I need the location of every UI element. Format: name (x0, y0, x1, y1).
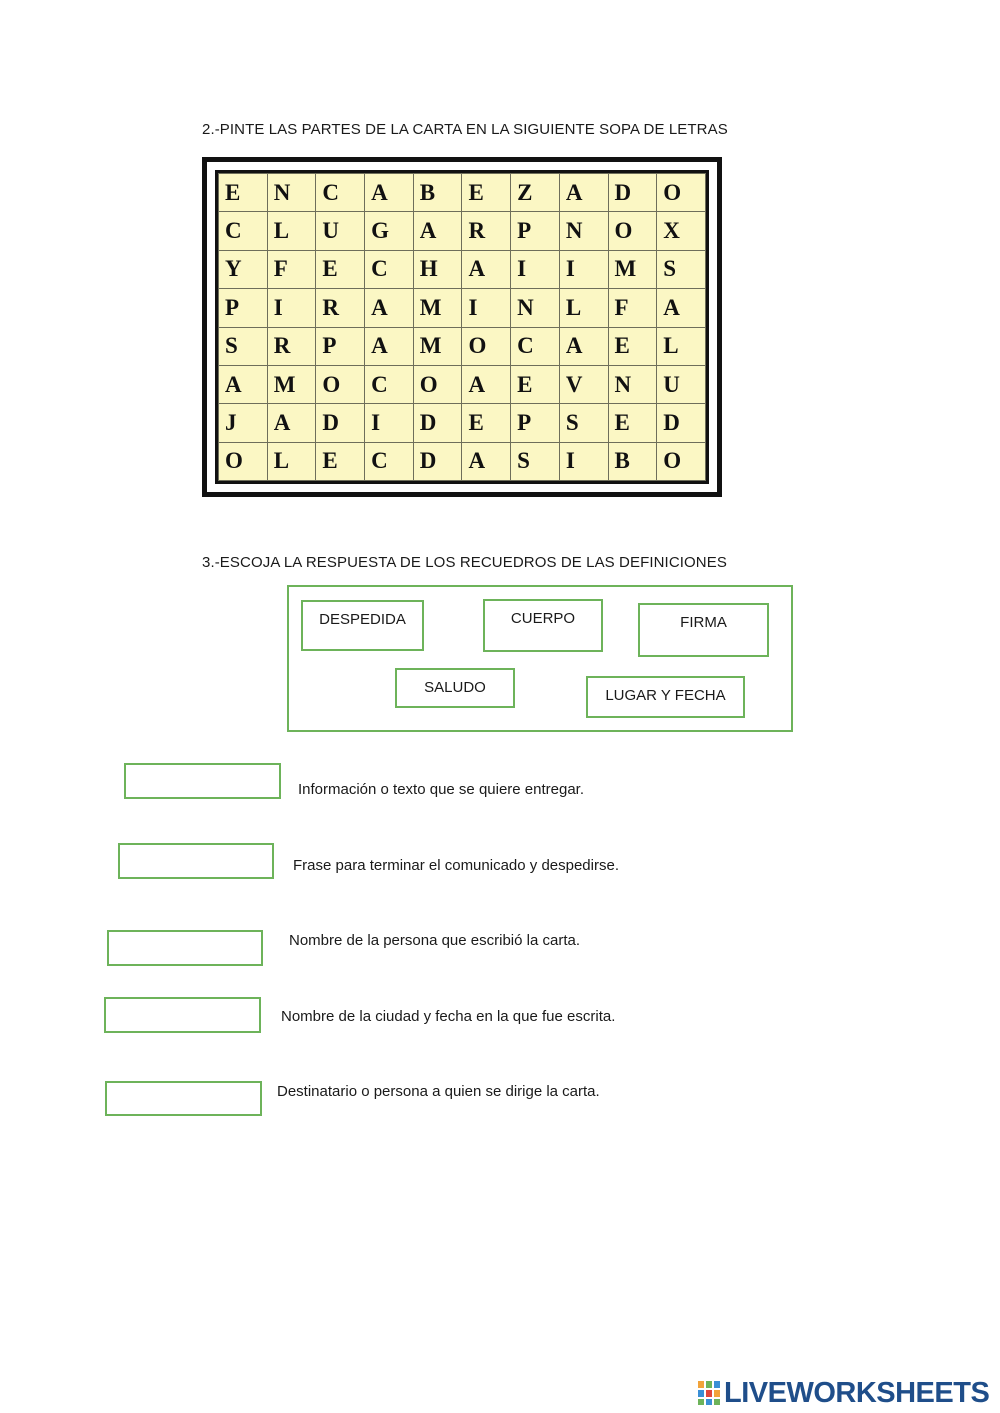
definition-4: Nombre de la ciudad y fecha en la que fue escrita. (281, 1008, 616, 1025)
word-search-frame (202, 157, 722, 497)
grid-cell[interactable]: L (267, 442, 316, 480)
grid-cell[interactable]: A (462, 250, 511, 288)
grid-cell[interactable]: R (267, 327, 316, 365)
grid-row (219, 442, 706, 480)
grid-cell[interactable]: E (462, 404, 511, 442)
answer-box-4[interactable] (104, 997, 261, 1033)
section-2-heading: 2.-PINTE LAS PARTES DE LA CARTA EN LA SIGUIENTE SOPA DE LETRAS (202, 121, 728, 138)
grid-cell[interactable]: A (462, 442, 511, 480)
grid-cell[interactable]: S (559, 404, 608, 442)
grid-cell[interactable]: O (657, 442, 706, 480)
grid-cell[interactable]: C (365, 365, 414, 403)
word-search-grid (218, 173, 706, 481)
grid-cell[interactable]: O (413, 365, 462, 403)
grid-cell[interactable]: Z (511, 174, 560, 212)
grid-cell[interactable]: L (657, 327, 706, 365)
grid-cell[interactable]: P (316, 327, 365, 365)
grid-cell[interactable]: P (511, 212, 560, 250)
answer-box-2[interactable] (118, 843, 274, 879)
grid-cell[interactable]: O (608, 212, 657, 250)
grid-cell[interactable]: D (316, 404, 365, 442)
grid-cell[interactable]: I (462, 289, 511, 327)
grid-cell[interactable]: X (657, 212, 706, 250)
grid-cell[interactable]: C (365, 250, 414, 288)
grid-cell[interactable]: O (462, 327, 511, 365)
grid-cell[interactable]: C (511, 327, 560, 365)
grid-cell[interactable]: S (511, 442, 560, 480)
grid-cell[interactable]: R (462, 212, 511, 250)
grid-cell[interactable]: D (608, 174, 657, 212)
grid-cell[interactable]: E (316, 442, 365, 480)
grid-cell[interactable]: S (657, 250, 706, 288)
grid-cell[interactable]: A (267, 404, 316, 442)
grid-cell[interactable]: I (559, 250, 608, 288)
liveworksheets-logo (697, 1376, 989, 1410)
grid-cell[interactable]: Y (219, 250, 268, 288)
definition-1: Información o texto que se quiere entregar. (298, 781, 585, 798)
grid-cell[interactable]: A (559, 174, 608, 212)
grid-cell[interactable]: C (365, 442, 414, 480)
grid-cell[interactable]: C (316, 174, 365, 212)
word-option-saludo[interactable]: SALUDO (395, 668, 515, 708)
grid-cell[interactable]: P (511, 404, 560, 442)
grid-cell[interactable]: U (657, 365, 706, 403)
grid-cell[interactable]: A (462, 365, 511, 403)
grid-cell[interactable]: A (657, 289, 706, 327)
grid-row (219, 365, 706, 403)
grid-cell[interactable]: D (657, 404, 706, 442)
grid-cell[interactable]: N (608, 365, 657, 403)
grid-cell[interactable]: A (365, 327, 414, 365)
grid-cell[interactable]: R (316, 289, 365, 327)
grid-cell[interactable]: E (219, 174, 268, 212)
grid-cell[interactable]: A (365, 174, 414, 212)
grid-cell[interactable]: N (559, 212, 608, 250)
grid-cell[interactable]: G (365, 212, 414, 250)
answer-box-3[interactable] (107, 930, 263, 966)
grid-cell[interactable]: J (219, 404, 268, 442)
grid-cell[interactable]: B (413, 174, 462, 212)
grid-cell[interactable]: A (219, 365, 268, 403)
word-option-firma[interactable]: FIRMA (638, 603, 769, 657)
liveworksheets-mark-icon (697, 1380, 721, 1406)
grid-cell[interactable]: I (267, 289, 316, 327)
grid-row (219, 174, 706, 212)
grid-cell[interactable]: M (608, 250, 657, 288)
definition-3: Nombre de la persona que escribió la carta. (289, 932, 580, 949)
grid-row (219, 327, 706, 365)
grid-cell[interactable]: I (365, 404, 414, 442)
grid-cell[interactable]: F (267, 250, 316, 288)
grid-cell[interactable]: D (413, 442, 462, 480)
definition-5: Destinatario o persona a quien se dirige la carta. (277, 1083, 600, 1100)
grid-cell[interactable]: V (559, 365, 608, 403)
grid-cell[interactable]: L (559, 289, 608, 327)
answer-box-1[interactable] (124, 763, 281, 799)
grid-cell[interactable]: L (267, 212, 316, 250)
grid-cell[interactable]: A (559, 327, 608, 365)
grid-cell[interactable]: U (316, 212, 365, 250)
grid-cell[interactable]: O (316, 365, 365, 403)
grid-cell[interactable]: M (413, 327, 462, 365)
grid-cell[interactable]: I (559, 442, 608, 480)
grid-cell[interactable]: H (413, 250, 462, 288)
definition-2: Frase para terminar el comunicado y despedirse. (293, 857, 619, 874)
grid-cell[interactable]: E (608, 404, 657, 442)
grid-cell[interactable]: N (511, 289, 560, 327)
brand-name: LIVEWORKSHEETS (724, 1376, 990, 1409)
section-3-heading: 3.-ESCOJA LA RESPUESTA DE LOS RECUEDROS DE LAS DEFINICIONES (202, 554, 727, 571)
grid-cell[interactable]: M (413, 289, 462, 327)
grid-cell[interactable]: D (413, 404, 462, 442)
word-option-lugar-y-fecha[interactable]: LUGAR Y FECHA (586, 676, 745, 718)
grid-cell[interactable]: C (219, 212, 268, 250)
word-option-cuerpo[interactable]: CUERPO (483, 599, 603, 652)
grid-cell[interactable]: A (413, 212, 462, 250)
word-option-despedida[interactable]: DESPEDIDA (301, 600, 424, 651)
grid-cell[interactable]: E (462, 174, 511, 212)
grid-row (219, 289, 706, 327)
grid-row (219, 404, 706, 442)
grid-cell[interactable]: E (316, 250, 365, 288)
grid-cell[interactable]: A (365, 289, 414, 327)
word-bank (287, 585, 793, 732)
grid-cell[interactable]: P (219, 289, 268, 327)
grid-row (219, 250, 706, 288)
grid-cell[interactable]: I (511, 250, 560, 288)
grid-cell[interactable]: E (608, 327, 657, 365)
grid-cell[interactable]: S (219, 327, 268, 365)
grid-cell[interactable]: O (657, 174, 706, 212)
word-search-board (215, 170, 709, 484)
grid-cell[interactable]: F (608, 289, 657, 327)
grid-row (219, 212, 706, 250)
grid-cell[interactable]: N (267, 174, 316, 212)
grid-cell[interactable]: B (608, 442, 657, 480)
grid-cell[interactable]: M (267, 365, 316, 403)
answer-box-5[interactable] (105, 1081, 262, 1116)
grid-cell[interactable]: E (511, 365, 560, 403)
grid-cell[interactable]: O (219, 442, 268, 480)
